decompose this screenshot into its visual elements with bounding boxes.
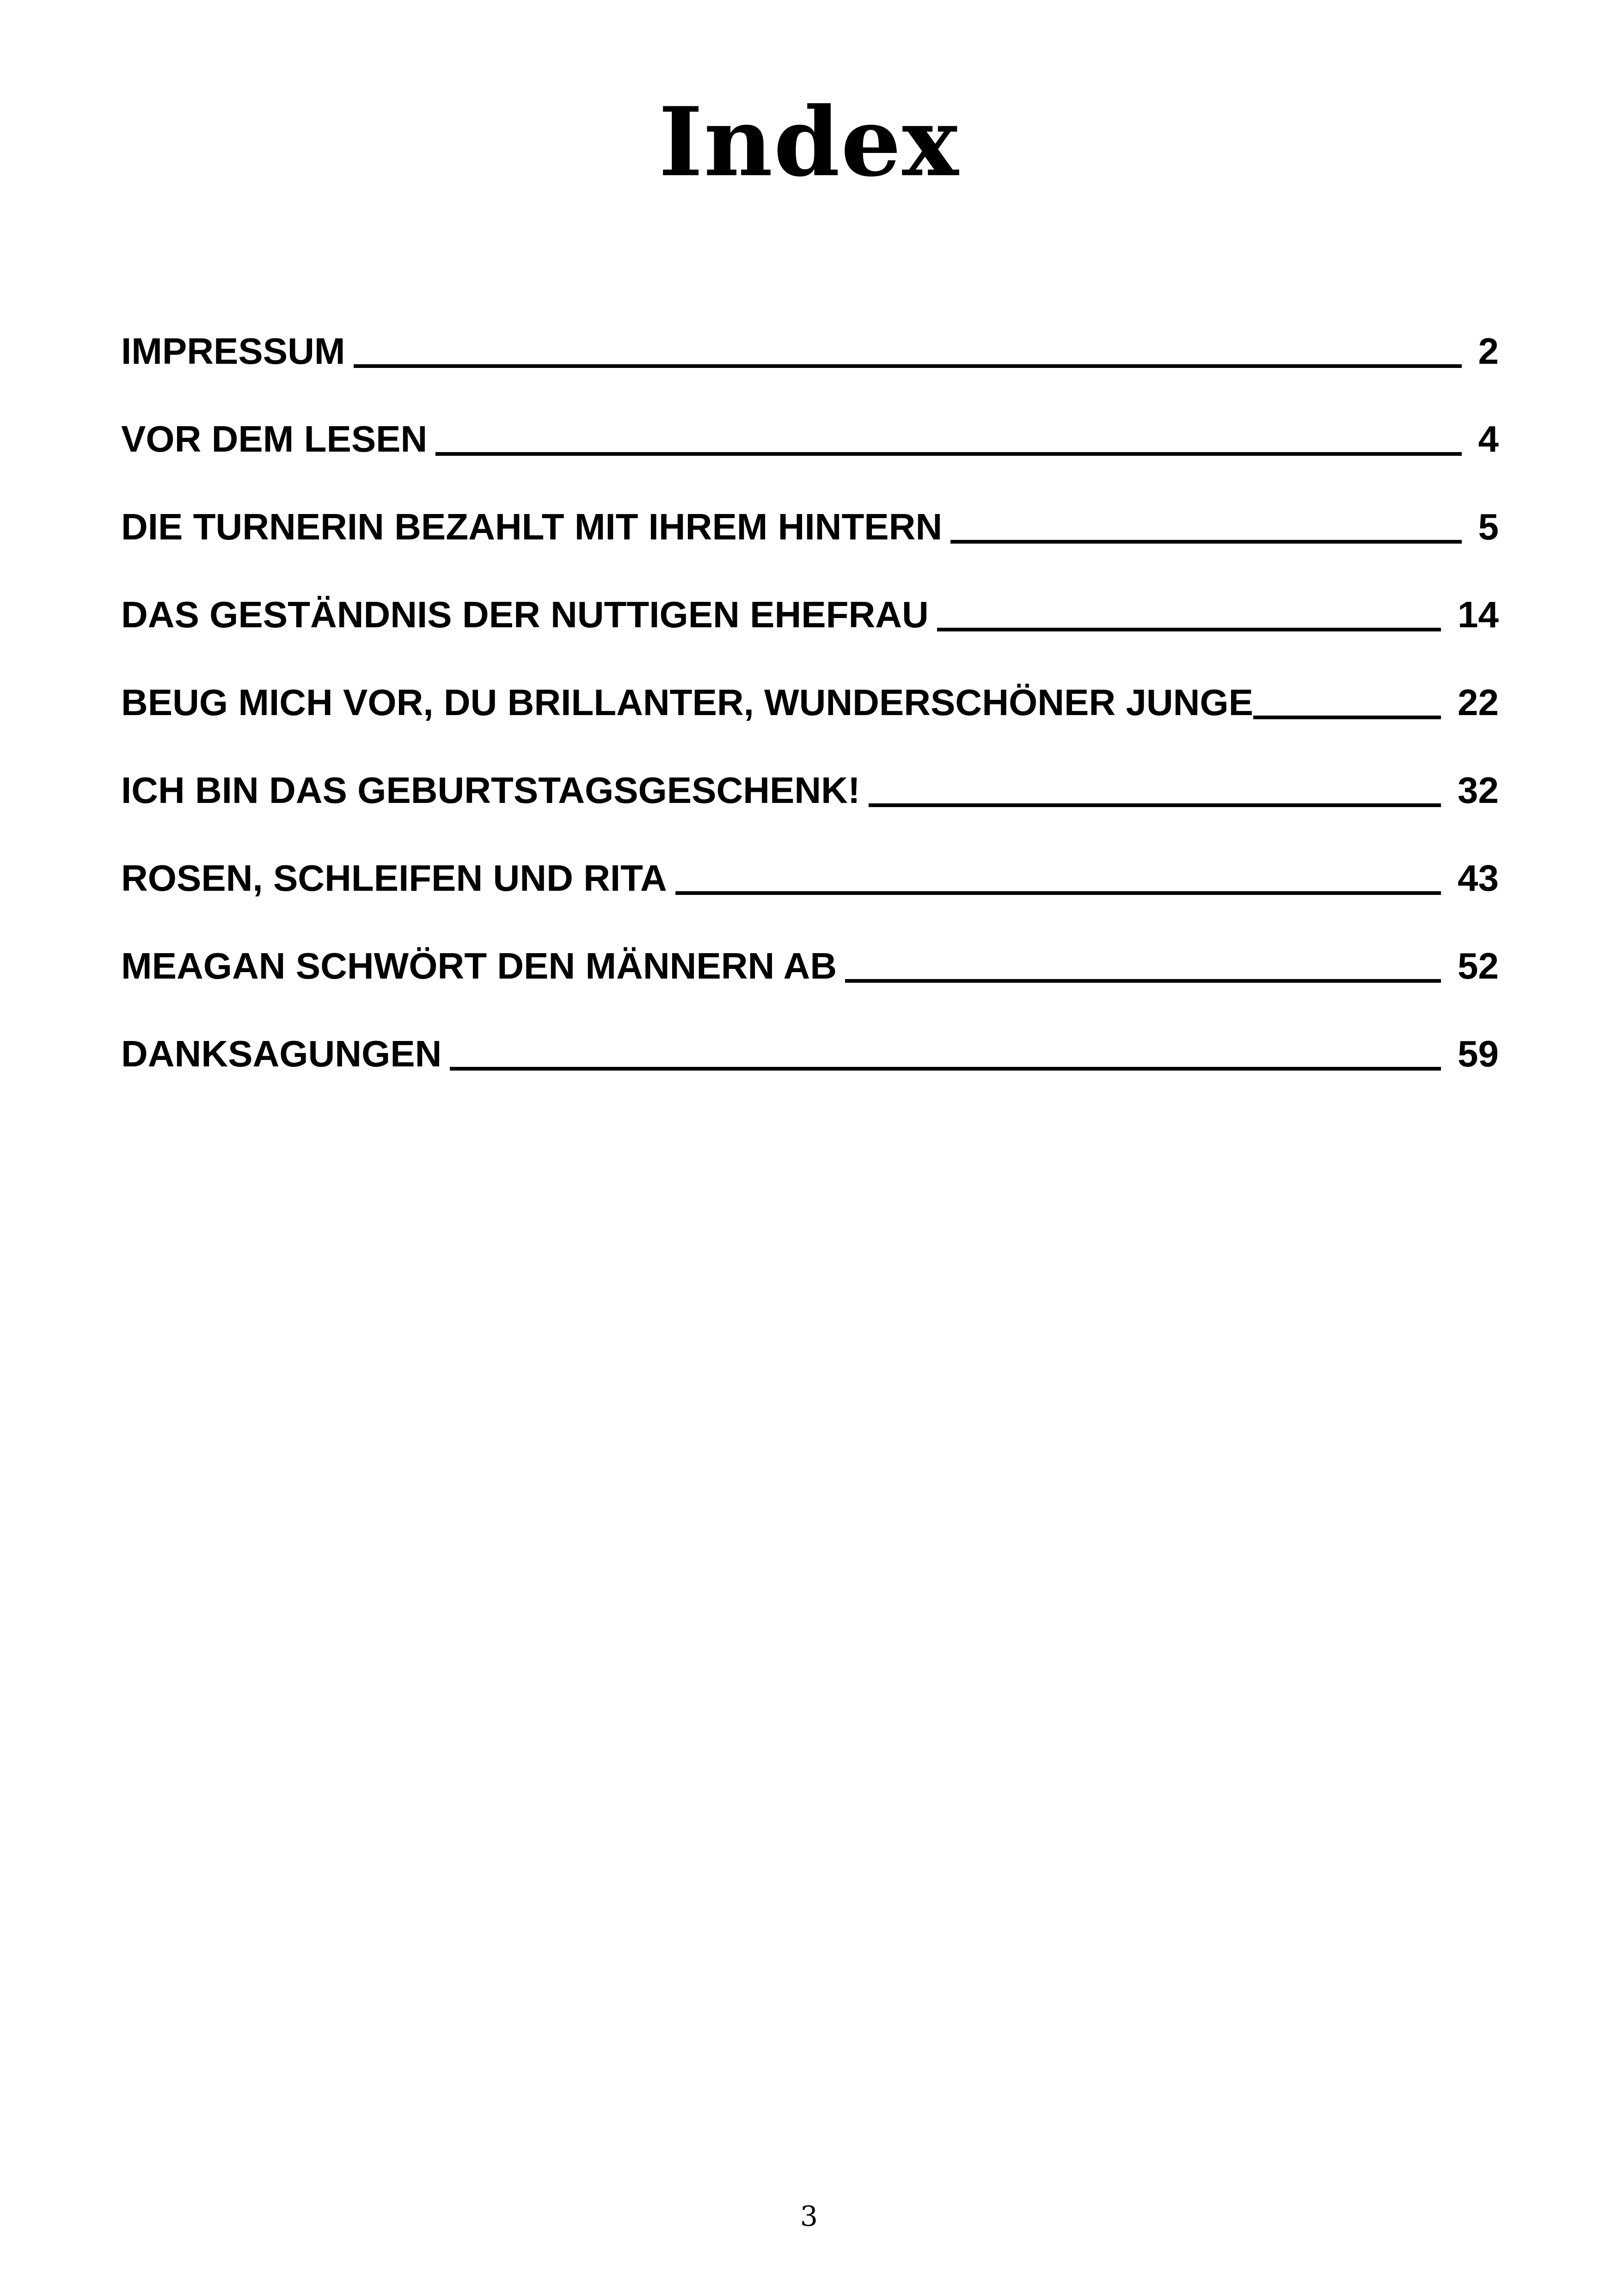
toc-entry-page: 32 [1458,770,1499,811]
toc-entry-meagan[interactable] [121,938,1499,989]
toc-leader-line [869,803,1441,807]
toc-entry-danksagungen[interactable] [121,1026,1499,1077]
toc-entry-die-turnerin[interactable] [121,499,1499,550]
toc-entry-page: 4 [1478,418,1499,459]
toc-entry-page: 5 [1478,506,1499,547]
toc-leader-line [354,364,1462,368]
toc-leader-line [450,1067,1441,1071]
toc-entry-page: 52 [1458,945,1499,986]
toc-entry-page: 22 [1458,682,1499,723]
toc-leader-line [435,452,1461,456]
toc-leader-line [937,628,1441,631]
toc-entry-label: ROSEN, SCHLEIFEN UND RITA [121,857,667,899]
toc-leader-line [1253,716,1441,719]
toc-entry-page: 59 [1458,1033,1499,1074]
toc-entry-label: MEAGAN SCHWÖRT DEN MÄNNERN AB [121,945,837,986]
toc-entry-label: DANKSAGUNGEN [121,1033,442,1074]
toc-entry-label: VOR DEM LESEN [121,418,428,459]
page-title: Index [658,87,960,198]
toc-entry-rosen-schleifen[interactable] [121,851,1499,901]
toc-entry-beug-mich-vor[interactable] [121,675,1499,726]
toc-leader-line [950,540,1461,544]
toc-entry-geburtstagsgeschenk[interactable] [121,763,1499,814]
toc-leader-line [845,979,1441,983]
toc-entry-page: 14 [1458,594,1499,635]
toc-entry-das-gestaendnis[interactable] [121,587,1499,638]
toc-entry-label: DAS GESTÄNDNIS DER NUTTIGEN EHEFRAU [121,594,929,635]
toc-leader-line [675,891,1441,895]
toc-entry-page: 2 [1478,331,1499,372]
page-number: 3 [800,2200,818,2233]
toc-entry-impressum[interactable] [121,324,1499,374]
toc-entry-page: 43 [1458,857,1499,899]
toc-entry-vor-dem-lesen[interactable] [121,411,1499,462]
toc-entry-label: IMPRESSUM [121,331,345,372]
toc-entry-label: ICH BIN DAS GEBURTSTAGSGESCHENK! [121,770,860,811]
toc-entry-label: DIE TURNERIN BEZAHLT MIT IHREM HINTERN [121,506,943,547]
toc-entry-label: BEUG MICH VOR, DU BRILLANTER, WUNDERSCHÖNER JUNGE [121,682,1253,723]
